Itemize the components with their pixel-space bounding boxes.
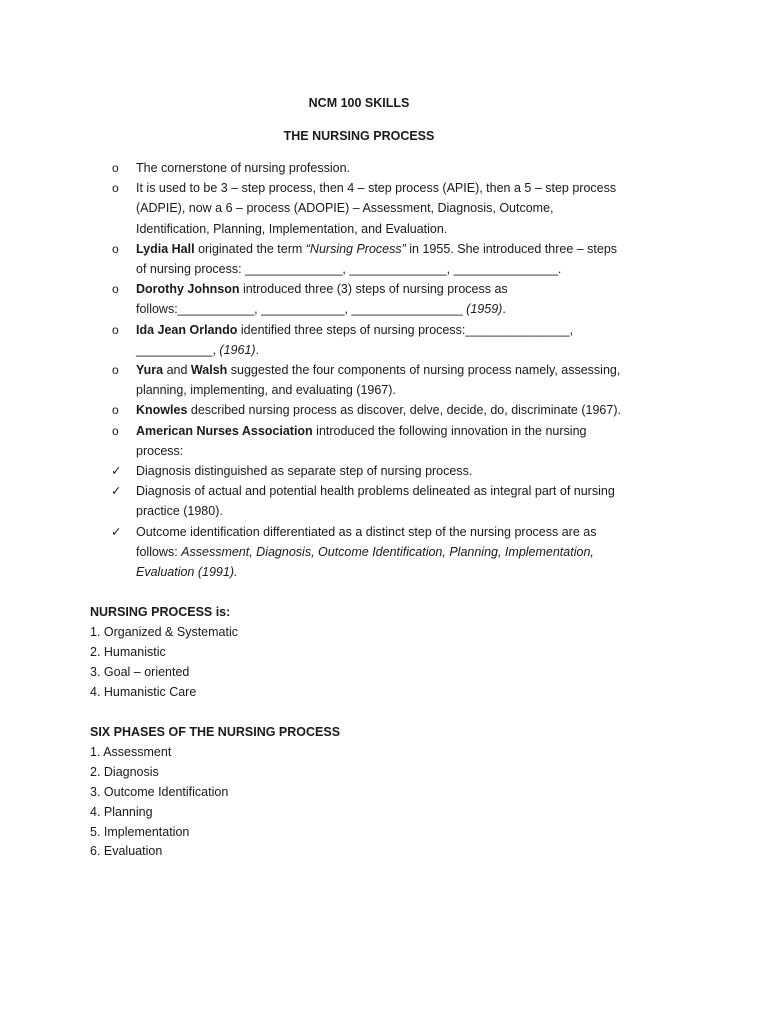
checkmark-icon: ✓ [111, 484, 122, 499]
bullet-text: in 1955. She introduced three – steps of nursing process: ______________, ______________, _______________. [136, 241, 618, 277]
list-item [110, 461, 630, 481]
bullet-text: originated the term [194, 241, 306, 256]
list-item: 6. Evaluation [90, 844, 163, 859]
person-name: Walsh [190, 363, 228, 378]
nursing-process-is-section [90, 603, 690, 703]
person-name: Ida Jean Orlando [136, 322, 238, 337]
person-name: Knowles [136, 403, 188, 418]
list-item: 1. Organized & Systematic [90, 624, 238, 639]
list-item [110, 178, 630, 239]
list-item: 3. Goal – oriented [90, 664, 190, 679]
bullet-text: It is used to be 3 – step process, then 4 – step process (APIE), then a 5 – step process (ADPIE), now a 6 – process (ADOPIE) – Assessment, Diagnosis, Outcome, Identification, Planning, Implementation, and Evaluation. [136, 181, 617, 236]
nursing-process-history-list [110, 158, 630, 582]
bullet-text: introduced the following innovation in the nursing process: [136, 423, 587, 458]
bullet-text: suggested the four components of nursing process namely, assessing, planning, implementing, and evaluating (1967). [136, 363, 621, 398]
list-item [110, 320, 630, 360]
list-item: 3. Outcome Identification [90, 784, 229, 799]
circle-bullet-icon: o [112, 322, 119, 337]
checkmark-icon: ✓ [111, 524, 122, 539]
list-item [110, 158, 630, 178]
bullet-text: . [502, 302, 506, 317]
person-name: Lydia Hall [136, 241, 195, 256]
list-item [110, 522, 630, 583]
bullet-text: Diagnosis of actual and potential health problems delineated as integral part of nursing practice (1980). [136, 484, 615, 519]
list-item: 2. Humanistic [90, 644, 166, 659]
organization-name: American Nurses Association [136, 423, 313, 438]
list-item: 1. Assessment [90, 744, 172, 759]
checkmark-icon: ✓ [111, 464, 122, 479]
document-subtitle: THE NURSING PROCESS [283, 129, 435, 143]
person-name: Yura [136, 363, 164, 378]
bullet-text: identified three steps of nursing process:_______________, ___________, [136, 322, 574, 357]
circle-bullet-icon: o [112, 161, 119, 175]
circle-bullet-icon: o [112, 423, 119, 438]
six-phases-section [90, 723, 690, 862]
list-item [110, 279, 630, 319]
term-text: “Nursing Process” [305, 241, 406, 256]
list-item: 2. Diagnosis [90, 764, 159, 779]
list-item [110, 481, 630, 521]
bullet-text: and [163, 363, 191, 378]
circle-bullet-icon: o [112, 241, 119, 256]
person-name: Dorothy Johnson [136, 282, 240, 297]
list-item: 5. Implementation [90, 824, 190, 839]
list-item: 4. Planning [90, 804, 153, 819]
list-item [110, 239, 630, 279]
circle-bullet-icon: o [112, 403, 119, 418]
bullet-text: introduced three (3) steps of nursing process as follows:___________, ____________, ________________ [136, 282, 508, 317]
bullet-text: . [255, 342, 260, 357]
circle-bullet-icon: o [112, 282, 119, 297]
list-item [110, 400, 630, 420]
section-heading: NURSING PROCESS is: [90, 605, 231, 619]
bullet-text: Diagnosis distinguished as separate step of nursing process. [136, 464, 473, 479]
year-text: (1961) [219, 342, 256, 357]
bullet-text: The cornerstone of nursing profession. [136, 161, 351, 175]
phases-italic-text: Assessment, Diagnosis, Outcome Identification, Planning, Implementation, Evaluation (1991). [136, 544, 594, 580]
list-item: 4. Humanistic Care [90, 684, 197, 699]
bullet-text: described nursing process as discover, delve, decide, do, discriminate (1967). [187, 403, 621, 418]
circle-bullet-icon: o [112, 363, 119, 378]
list-item [110, 421, 630, 461]
section-heading: SIX PHASES OF THE NURSING PROCESS [90, 725, 341, 739]
year-text: (1959) [466, 302, 503, 317]
bullet-text: Outcome identification differentiated as a distinct step of the nursing process are as follows: [136, 524, 597, 559]
list-item [110, 360, 630, 400]
document-title: NCM 100 SKILLS [308, 96, 410, 110]
circle-bullet-icon: o [112, 181, 119, 196]
